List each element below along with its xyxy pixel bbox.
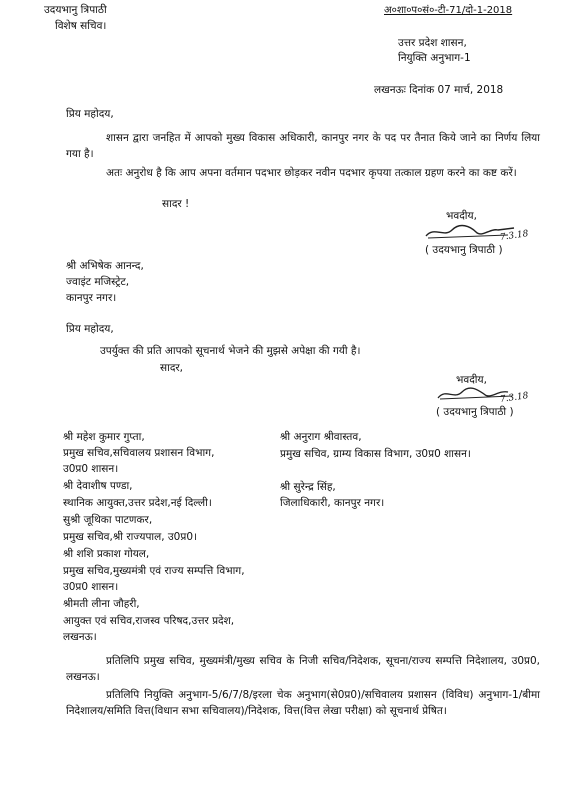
addressee-location: कानपुर नगर। [66, 292, 117, 304]
signature-date-2: 7.3.18 [499, 391, 530, 405]
salutation-2: प्रिय महोदय, [66, 323, 114, 335]
sender-name: उदयभानु त्रिपाठी [44, 4, 107, 16]
letter-body-paragraph-1: शासन द्वारा जनहित में आपको मुख्य विकास अधिकारी, कानपुर नगर के पद पर तैनात किये जाने का निर्णय लिया गया है। [66, 132, 540, 160]
recipient-line: श्री देवाशीष पण्डा, [63, 480, 133, 492]
copy-to-paragraph-1: प्रतिलिपि प्रमुख सचिव, मुख्यमंत्री/मुख्य सचिव के निजी सचिव/निदेशक, सूचना/राज्य सम्पत्ति निदेशालय, उ0प्र0, लखनऊ। [66, 655, 540, 683]
recipient-line: प्रमुख सचिव,मुख्यमंत्री एवं राज्य सम्पत्ति विभाग, [63, 565, 245, 577]
letter-body-paragraph-2: अतः अनुरोध है कि आप अपना वर्तमान पदभार छोड़कर नवीन पदभार कृपया तत्काल ग्रहण करने का कष्ट करें। [106, 167, 517, 179]
closing-2: सादर, [160, 362, 184, 374]
recipient-line: श्री महेश कुमार गुप्ता, [63, 431, 145, 443]
recipient-line: उ0प्र0 शासन। [63, 581, 119, 593]
signature-date: 7.3.18 [499, 229, 530, 243]
letter-2-body: उपर्युक्त की प्रति आपको सूचनार्थ भेजने की मुझसे अपेक्षा की गयी है। [100, 345, 361, 357]
valediction-2: भवदीय, [456, 374, 487, 386]
recipient-line: सुश्री जूथिका पाटणकर, [63, 514, 153, 526]
recipient-line: उ0प्र0 शासन। [63, 463, 119, 475]
recipient-line: स्थानिक आयुक्त,उत्तर प्रदेश,नई दिल्ली। [63, 497, 212, 509]
addressee-name: श्री अभिषेक आनन्द, [66, 260, 144, 272]
valediction: भवदीय, [446, 210, 477, 222]
copy-to-paragraph-2: प्रतिलिपि नियुक्ति अनुभाग-5/6/7/8/इरला चेक अनुभाग(से0प्र0)/सचिवालय प्रशासन (विविध) अनुभाग-1/बीमा निदेशालय/समिति वित्त(विधान सभा सचिवालय)/निदेशक, वित्त(वित्त लेखा परीक्षा) को सूचनार्थ प्रेषित। [66, 689, 540, 717]
closing: सादर ! [162, 198, 190, 210]
department-name: नियुक्ति अनुभाग-1 [398, 52, 471, 64]
recipient-line: आयुक्त एवं सचिव,राजस्व परिषद,उत्तर प्रदेश, [63, 615, 235, 627]
addressee-designation: ज्वाइंट मजिस्ट्रेट, [66, 276, 130, 288]
signatory-name: ( उदयभानु त्रिपाठी ) [425, 244, 503, 256]
recipient-line: प्रमुख सचिव, ग्राम्य विकास विभाग, उ0प्र0 शासन। [280, 448, 471, 460]
recipient-line: जिलाधिकारी, कानपुर नगर। [280, 497, 385, 509]
sender-title: विशेष सचिव। [55, 20, 107, 32]
recipient-line: लखनऊ। [63, 631, 97, 643]
organization-name: उत्तर प्रदेश शासन, [398, 37, 467, 49]
recipient-line: श्री शशि प्रकाश गोयल, [63, 548, 150, 560]
salutation: प्रिय महोदय, [66, 108, 114, 120]
recipient-line: प्रमुख सचिव,श्री राज्यपाल, उ0प्र0। [63, 531, 197, 543]
recipient-line: श्रीमती लीना जौहरी, [63, 598, 140, 610]
place-date: लखनऊः दिनांक 07 मार्च, 2018 [374, 84, 504, 96]
reference-number: अ०शा०प०सं०-टी-71/दो-1-2018 [384, 5, 513, 16]
signatory-name-2: ( उदयभानु त्रिपाठी ) [436, 406, 514, 418]
recipient-line: प्रमुख सचिव,सचिवालय प्रशासन विभाग, [63, 447, 215, 459]
recipient-line: श्री सुरेन्द्र सिंह, [280, 481, 336, 493]
recipient-line: श्री अनुराग श्रीवास्तव, [280, 431, 362, 443]
